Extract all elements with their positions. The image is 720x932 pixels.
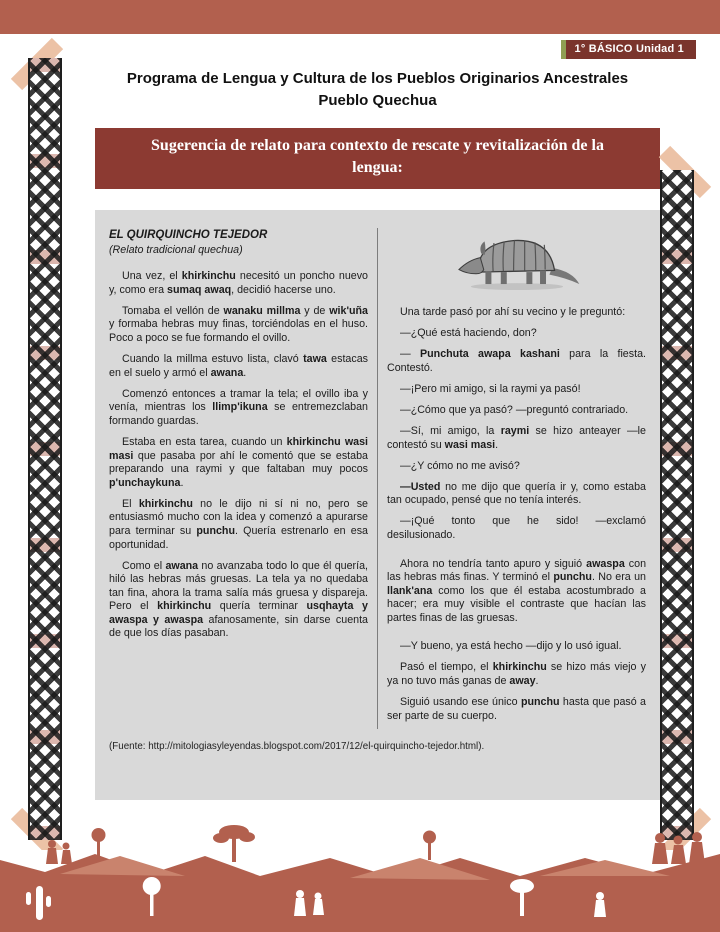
story-paragraph: Siguió usando ese único punchu hasta que pasó a ser parte de su cuerpo. (387, 696, 646, 722)
left-textile-border (28, 58, 62, 840)
story-paragraph: Como el awana no avanzaba todo lo que él quería, hiló las hebras más gruesas. La tela ya no quedaba tan fina, ahora la trama salía más gruesa y dispareja. Pero el khirkinchu quería terminar usqhayta y awaspa y awaspa afanosamente, sin darse cuenta de que los días pasaban. (109, 559, 368, 640)
story-paragraph: —¿Qué está haciendo, don? (400, 327, 537, 340)
story-title: EL QUIRQUINCHO TEJEDOR (109, 229, 268, 241)
right-textile-border (660, 170, 694, 840)
program-title-line1: Programa de Lengua y Cultura de los Pueblos Originarios Ancestrales (126, 70, 629, 87)
story-paragraph: —¡Qué tonto que he sido! —exclamó desilusionado. (387, 515, 646, 541)
story-paragraph: —¿Cómo que ya pasó? —preguntó contrariado. (400, 403, 629, 416)
story-subtitle: (Relato tradicional quechua) (109, 243, 243, 256)
story-paragraph: — Punchuta awapa kashani para la fiesta. Contestó. (387, 348, 646, 374)
story-column-left (109, 226, 368, 731)
story-column-right (387, 226, 646, 731)
column-divider (377, 228, 378, 729)
armadillo-image (453, 226, 581, 296)
source-line: (Fuente: http://mitologiasyleyendas.blogspot.com/2017/12/el-quirquincho-tejedor.html). (109, 740, 485, 752)
story-paragraph: El khirkinchu no le dijo ni sí ni no, pero se entusiasmó mucho con la idea y comenzó a apurarse para terminar su punchu. Quería estrenarlo en esa oportunidad. (109, 497, 368, 551)
program-title (95, 68, 660, 112)
story-paragraph: —¡Pero mi amigo, si la raymi ya pasó! (400, 382, 581, 395)
story-paragraph: —¿Y cómo no me avisó? (400, 459, 520, 472)
armadillo-figure (387, 226, 646, 296)
story-paragraph: Tomaba el vellón de wanaku millma y de wik'uña y formaba hebras muy finas, torciéndolas en el huso. Poco a poco se fue formando el ovillo. (109, 304, 369, 344)
section-banner: Sugerencia de relato para contexto de rescate y revitalización de la lengua: (95, 128, 660, 189)
story-paragraph: Cuando la millma estuvo lista, clavó tawa estacas en el suelo y armó el awana. (109, 353, 368, 379)
story-paragraph: Comenzó entonces a tramar la tela; el ovillo iba y venía, mientras los llimp'ikuna se entremezclaban formando guardas. (109, 387, 368, 427)
story-paragraph: Pasó el tiempo, el khirkinchu se hizo más viejo y ya no tuvo más ganas de away. (387, 661, 647, 688)
program-title-line2: Pueblo Quechua (318, 91, 437, 109)
top-color-bar (0, 0, 720, 34)
story-paragraph: Ahora no tendría tanto apuro y siguió awaspa con las hebras más finas. Y terminó el punchu. No era un llank'ana como los que él estaba acostumbrado a hacer; era muy visible el contraste que hacían las partes finas de las gruesas. (387, 557, 647, 624)
story-paragraph: Estaba en esta tarea, cuando un khirkinchu wasi masi que pasaba por ahí le comentó que se estaba preparando una raymi y que faltaban muy pocos p'unchaykuna. (109, 435, 368, 489)
story-paragraph: Una tarde pasó por ahí su vecino y le preguntó: (400, 306, 626, 318)
story-columns (109, 226, 646, 731)
story-box (95, 210, 660, 800)
landscape-art (0, 824, 720, 932)
unit-badge: 1° BÁSICO Unidad 1 (561, 40, 696, 59)
story-paragraph: —Y bueno, ya está hecho —dijo y lo usó igual. (400, 640, 622, 653)
story-paragraph: Una vez, el khirkinchu necesitó un poncho nuevo y, como era sumaq awaq, decidió hacerse uno. (109, 270, 368, 296)
story-paragraph: —Sí, mi amigo, la raymi se hizo anteayer —le contestó su wasi masi. (387, 424, 646, 451)
story-paragraph: —Usted no me dijo que quería ir y, como estaba tan ocupado, pensé que no tenía interés. (387, 480, 646, 507)
